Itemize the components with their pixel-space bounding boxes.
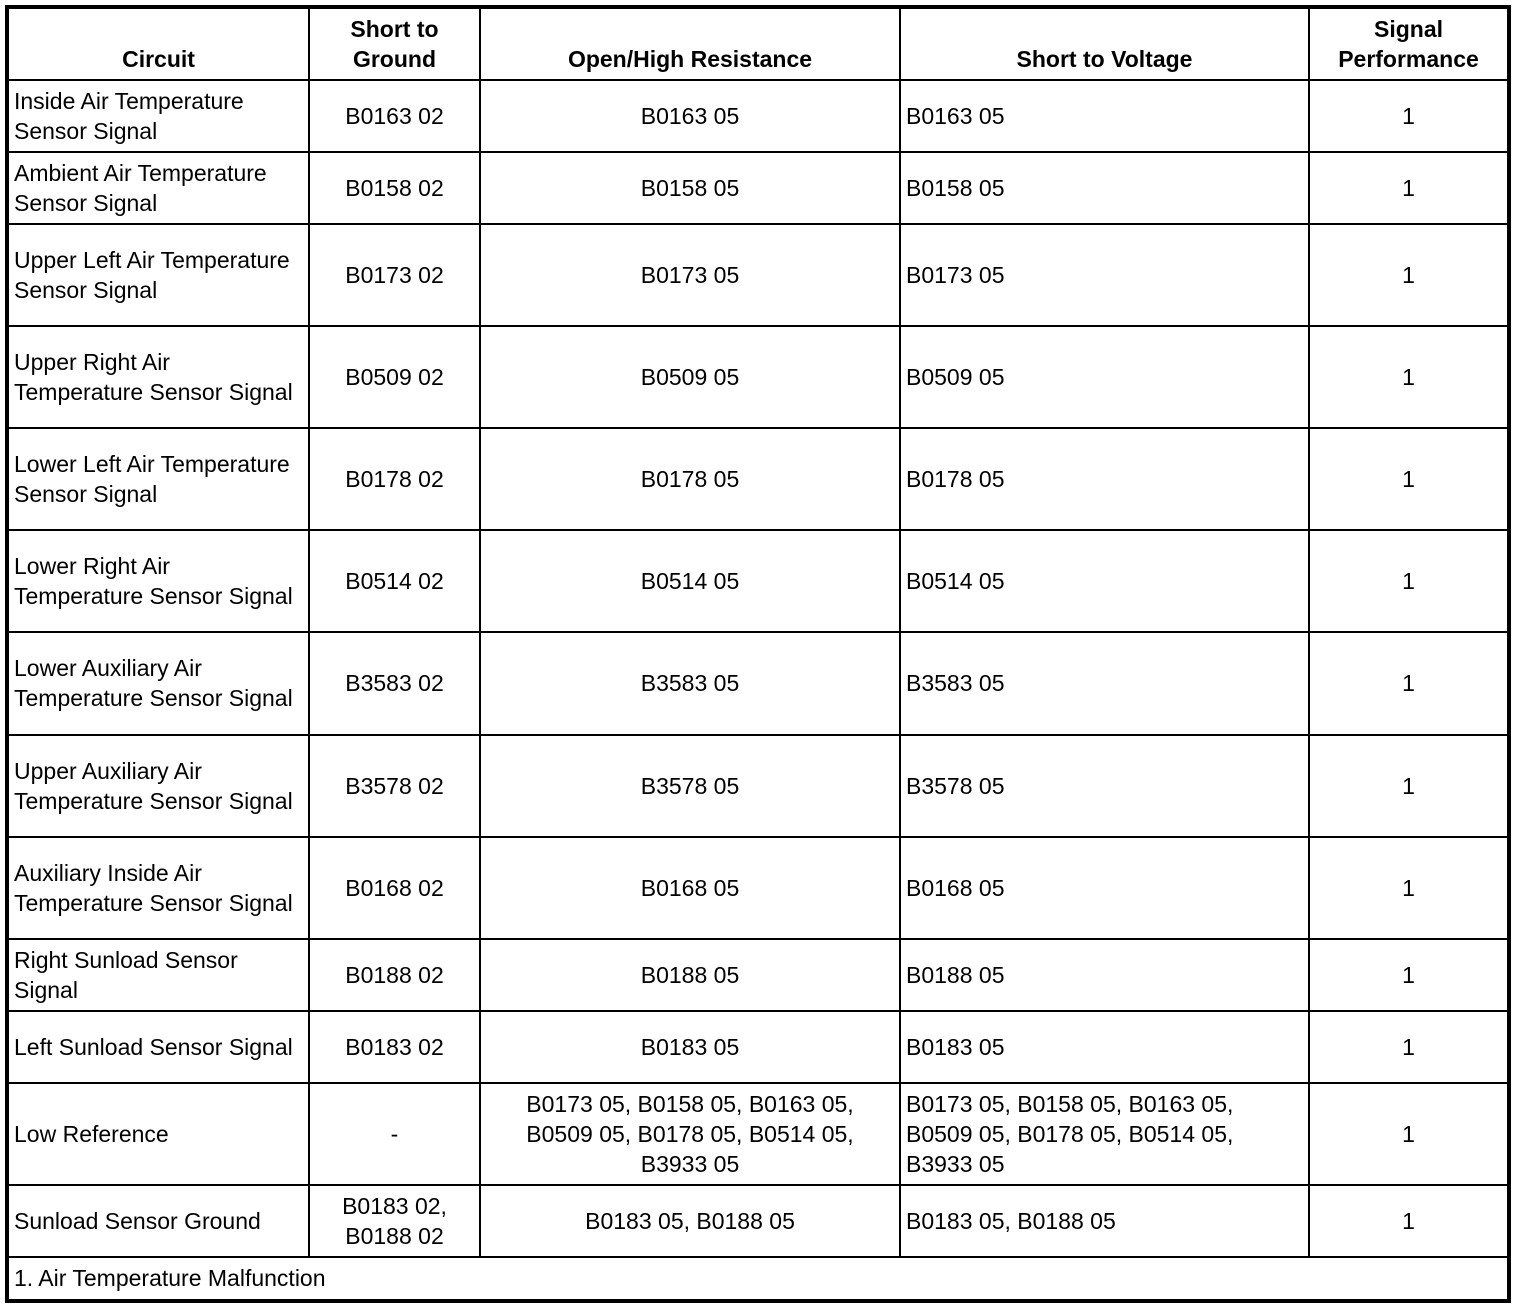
open-high-resistance-cell: B0168 05 [480,837,900,939]
table-row [7,326,1509,428]
table-row [7,939,1509,1011]
open-high-resistance-cell: B0188 05 [480,939,900,1011]
open-high-resistance-cell: B0178 05 [480,428,900,530]
signal-performance-cell: 1 [1309,326,1509,428]
table-row [7,1083,1509,1185]
short-to-voltage-cell: B0173 05 [900,224,1309,326]
header-open-high-resistance: Open/High Resistance [480,7,900,80]
short-to-voltage-cell: B0178 05 [900,428,1309,530]
short-to-ground-cell: B0188 02 [309,939,480,1011]
short-to-ground-cell: B0514 02 [309,530,480,632]
short-to-voltage-cell: B0514 05 [900,530,1309,632]
short-to-ground-cell: B0168 02 [309,837,480,939]
short-to-ground-cell: B0509 02 [309,326,480,428]
open-high-resistance-cell: B0173 05 [480,224,900,326]
open-high-resistance-cell: B3578 05 [480,735,900,837]
short-to-voltage-cell: B0158 05 [900,152,1309,224]
short-to-voltage-cell: B0168 05 [900,837,1309,939]
open-high-resistance-cell: B0514 05 [480,530,900,632]
circuit-cell: Low Reference [7,1083,309,1185]
circuit-cell: Auxiliary Inside Air Temperature Sensor Signal [7,837,309,939]
open-high-resistance-cell: B0183 05 [480,1011,900,1083]
circuit-cell: Upper Right Air Temperature Sensor Signal [7,326,309,428]
signal-performance-cell: 1 [1309,939,1509,1011]
table-row [7,152,1509,224]
signal-performance-cell: 1 [1309,837,1509,939]
circuit-cell: Right Sunload Sensor Signal [7,939,309,1011]
table-row [7,735,1509,837]
table-row [7,224,1509,326]
short-to-ground-cell: B3578 02 [309,735,480,837]
open-high-resistance-cell: B0509 05 [480,326,900,428]
circuit-cell: Upper Auxiliary Air Temperature Sensor Signal [7,735,309,837]
open-high-resistance-cell: B3583 05 [480,632,900,734]
open-high-resistance-cell: B0173 05, B0158 05, B0163 05, B0509 05, B0178 05, B0514 05, B3933 05 [480,1083,900,1185]
header-row [7,7,1509,80]
circuit-cell: Lower Auxiliary Air Temperature Sensor Signal [7,632,309,734]
signal-performance-cell: 1 [1309,735,1509,837]
footnote-row [7,1257,1509,1301]
signal-performance-cell: 1 [1309,530,1509,632]
short-to-voltage-cell: B0173 05, B0158 05, B0163 05, B0509 05, B0178 05, B0514 05, B3933 05 [900,1083,1309,1185]
circuit-cell: Lower Right Air Temperature Sensor Signal [7,530,309,632]
dtc-table [5,5,1511,1303]
footnote: 1. Air Temperature Malfunction [7,1257,1509,1301]
circuit-cell: Left Sunload Sensor Signal [7,1011,309,1083]
short-to-ground-cell: B0173 02 [309,224,480,326]
short-to-voltage-cell: B0183 05, B0188 05 [900,1185,1309,1257]
signal-performance-cell: 1 [1309,80,1509,152]
table-row [7,1185,1509,1257]
short-to-ground-cell: B0163 02 [309,80,480,152]
table-row [7,837,1509,939]
circuit-cell: Upper Left Air Temperature Sensor Signal [7,224,309,326]
header-short-to-voltage: Short to Voltage [900,7,1309,80]
header-signal-performance: Signal Performance [1309,7,1509,80]
short-to-ground-cell: B0178 02 [309,428,480,530]
header-circuit: Circuit [7,7,309,80]
signal-performance-cell: 1 [1309,632,1509,734]
short-to-voltage-cell: B0163 05 [900,80,1309,152]
circuit-cell: Sunload Sensor Ground [7,1185,309,1257]
signal-performance-cell: 1 [1309,428,1509,530]
table-row [7,80,1509,152]
signal-performance-cell: 1 [1309,152,1509,224]
short-to-voltage-cell: B3578 05 [900,735,1309,837]
signal-performance-cell: 1 [1309,1011,1509,1083]
table-row [7,428,1509,530]
short-to-ground-cell: B0158 02 [309,152,480,224]
circuit-cell: Inside Air Temperature Sensor Signal [7,80,309,152]
short-to-voltage-cell: B0183 05 [900,1011,1309,1083]
table-row [7,530,1509,632]
short-to-voltage-cell: B0509 05 [900,326,1309,428]
table-row [7,1011,1509,1083]
short-to-voltage-cell: B3583 05 [900,632,1309,734]
short-to-ground-cell: B3583 02 [309,632,480,734]
header-short-to-ground: Short to Ground [309,7,480,80]
signal-performance-cell: 1 [1309,1185,1509,1257]
circuit-cell: Ambient Air Temperature Sensor Signal [7,152,309,224]
circuit-cell: Lower Left Air Temperature Sensor Signal [7,428,309,530]
short-to-voltage-cell: B0188 05 [900,939,1309,1011]
open-high-resistance-cell: B0183 05, B0188 05 [480,1185,900,1257]
table-row [7,632,1509,734]
signal-performance-cell: 1 [1309,224,1509,326]
short-to-ground-cell: B0183 02, B0188 02 [309,1185,480,1257]
short-to-ground-cell: B0183 02 [309,1011,480,1083]
open-high-resistance-cell: B0163 05 [480,80,900,152]
open-high-resistance-cell: B0158 05 [480,152,900,224]
signal-performance-cell: 1 [1309,1083,1509,1185]
short-to-ground-cell: - [309,1083,480,1185]
